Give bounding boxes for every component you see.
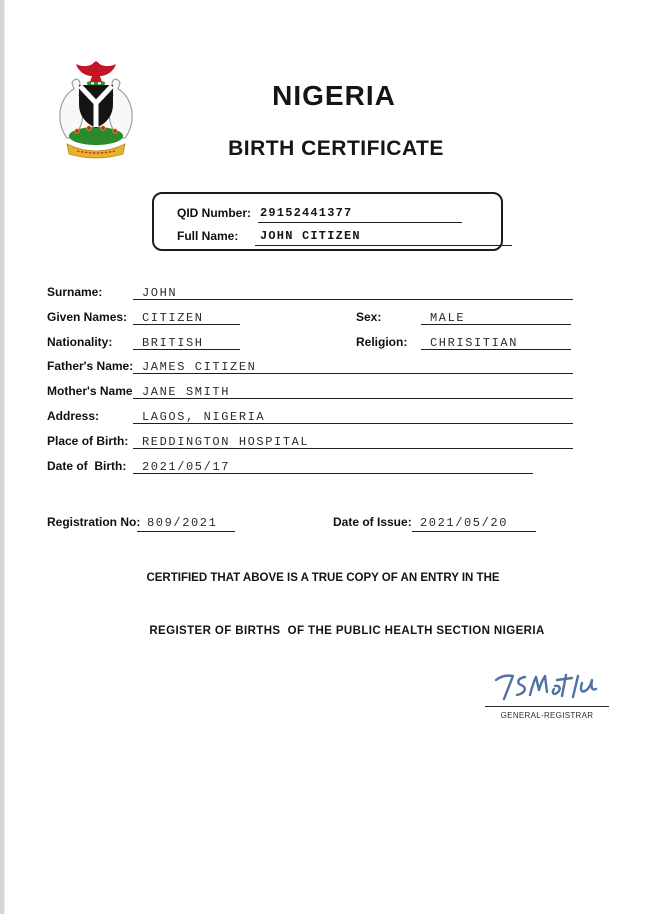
religion-label: Religion: xyxy=(356,335,408,349)
mothers-name-value: JANE SMITH xyxy=(142,385,231,399)
date-of-birth-line xyxy=(133,473,533,474)
date-of-birth-label: Date of Birth: xyxy=(47,459,127,473)
nationality-label: Nationality: xyxy=(47,335,113,349)
place-of-birth-label: Place of Birth: xyxy=(47,434,129,448)
full-name-value: JOHN CITIZEN xyxy=(260,229,361,243)
registrar-signature xyxy=(492,666,604,706)
religion-line xyxy=(421,349,571,350)
country-title: NIGERIA xyxy=(272,80,396,111)
full-name-label: Full Name: xyxy=(177,229,239,243)
surname-value: JOHN xyxy=(142,286,178,300)
mothers-name-label: Mother's Name xyxy=(47,384,133,398)
torse-icon xyxy=(87,82,105,86)
signature-line xyxy=(485,706,609,707)
date-of-issue-line xyxy=(412,531,536,532)
qid-number-value: 29152441377 xyxy=(260,206,353,220)
registration-no-label: Registration No: xyxy=(47,515,141,529)
certificate-title: BIRTH CERTIFICATE xyxy=(228,137,444,160)
date-of-birth-value: 2021/05/17 xyxy=(142,460,231,474)
registrar-title: GENERAL-REGISTRAR xyxy=(500,711,594,720)
given-names-value: CITIZEN xyxy=(142,311,204,325)
fathers-name-label: Father's Name: xyxy=(47,359,134,373)
given-names-label: Given Names: xyxy=(47,310,128,324)
full-name-underline xyxy=(255,245,512,246)
fathers-name-line xyxy=(133,373,573,374)
eagle-icon xyxy=(76,61,116,82)
address-label: Address: xyxy=(47,409,100,423)
sex-value: MALE xyxy=(430,311,466,325)
nigeria-coat-of-arms-icon xyxy=(50,60,142,160)
place-of-birth-value: REDDINGTON HOSPITAL xyxy=(142,435,310,449)
registration-no-value: 809/2021 xyxy=(147,516,218,530)
sex-label: Sex: xyxy=(356,310,382,324)
date-of-issue-value: 2021/05/20 xyxy=(420,516,509,530)
certification-line-2: REGISTER OF BIRTHS OF THE PUBLIC HEALTH SECTION NIGERIA xyxy=(149,625,545,637)
address-line xyxy=(133,423,573,424)
address-value: LAGOS, NIGERIA xyxy=(142,410,266,424)
surname-line xyxy=(133,299,573,300)
qid-number-label: QID Number: xyxy=(177,206,252,220)
mothers-name-line xyxy=(133,398,573,399)
nationality-line xyxy=(133,349,240,350)
place-of-birth-line xyxy=(133,448,573,449)
given-names-line xyxy=(133,324,240,325)
sex-line xyxy=(421,324,571,325)
banner-icon xyxy=(67,144,125,158)
surname-label: Surname: xyxy=(47,285,103,299)
date-of-issue-label: Date of Issue: xyxy=(333,515,412,529)
certification-line-1: CERTIFIED THAT ABOVE IS A TRUE COPY OF AN ENTRY IN THE xyxy=(146,572,500,584)
registration-no-line xyxy=(137,531,235,532)
nationality-value: BRITISH xyxy=(142,336,204,350)
religion-value: CHRISITIAN xyxy=(430,336,519,350)
qid-number-underline xyxy=(258,222,462,223)
scan-edge xyxy=(0,0,5,914)
fathers-name-value: JAMES CITIZEN xyxy=(142,360,257,374)
